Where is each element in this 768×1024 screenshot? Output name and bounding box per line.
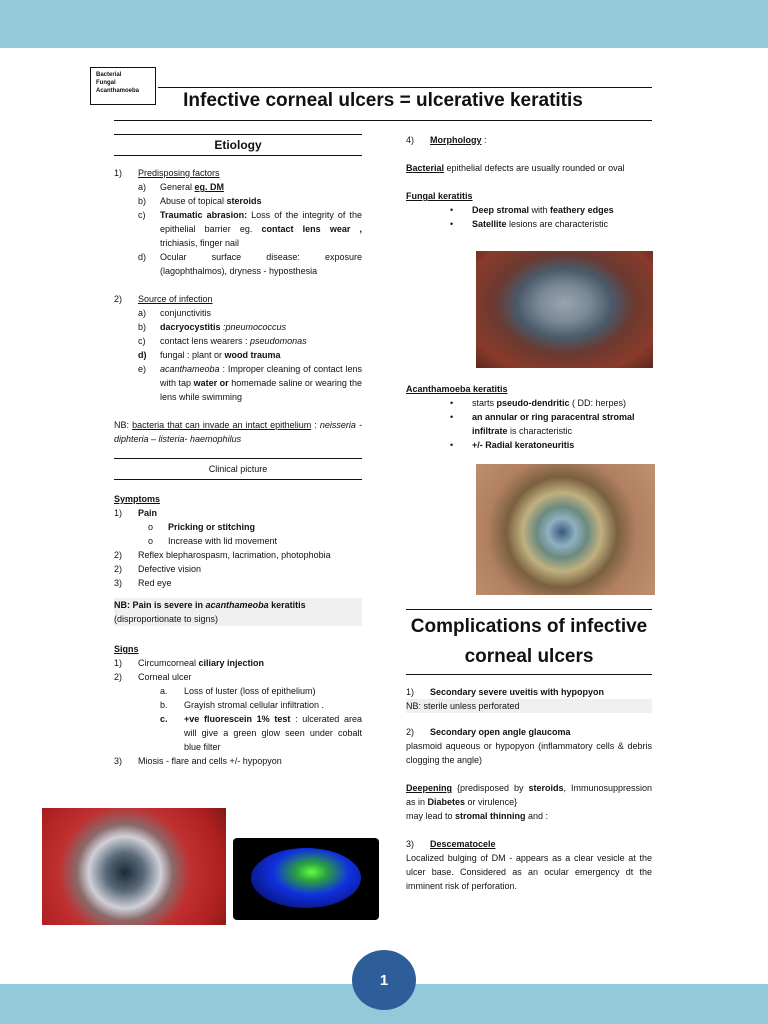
list-item: b) Abuse of topical steroids: [138, 196, 262, 206]
list-item: o Pricking or stitching: [148, 522, 256, 532]
predisposing-factors: 1) Predisposing factors: [114, 168, 220, 178]
list-item: • an annular or ring paracentral stromal infiltrate is characteristic: [450, 412, 635, 436]
list-item: b) dacryocystitis :pneumococcus: [138, 322, 287, 332]
fungal-title: Fungal keratitis: [406, 191, 473, 201]
list-item: o Increase with lid movement: [148, 536, 278, 546]
list-item: 1) Pain: [114, 508, 158, 518]
list-item: 3) Red eye: [114, 578, 172, 588]
title-rule-top: [158, 87, 652, 88]
source-of-infection: 2) Source of infection: [114, 294, 213, 304]
list-item: c) Traumatic abrasion: Loss of the integrity of the epithelial barrier eg. contact lens wear , trichiasis, finger nail: [138, 210, 363, 248]
etiology-heading: Etiology: [114, 134, 362, 156]
list-item: 1) Secondary severe uveitis with hypopyon: [406, 687, 605, 697]
bacterial-morphology: Bacterial epithelial defects are usually rounded or oval: [406, 163, 625, 173]
list-item: 1) Circumcorneal ciliary injection: [114, 658, 265, 668]
descematocele-text: Localized bulging of DM - appears as a clear vesicle at the ulcer base. Considered as an ocular emergency dt the imminent risk of perforation.: [406, 853, 652, 891]
page-title: Infective corneal ulcers = ulcerative keratitis: [183, 90, 583, 111]
list-item: • Deep stromal with feathery edges: [450, 205, 614, 215]
header-band: [0, 0, 768, 48]
corneal-ulcer-image: [42, 808, 226, 925]
deepening-text: Deepening {predisposed by steroids, Immunosuppression as in Diabetes or virulence}: [406, 783, 652, 807]
list-item: 2) Corneal ulcer: [114, 672, 192, 682]
glaucoma-text: plasmoid aqueous or hypopyon (inflammatory cells & debris clogging the angle): [406, 741, 652, 765]
page-number-badge: 1: [352, 950, 416, 1010]
list-item: • +/- Radial keratoneuritis: [450, 440, 575, 450]
list-item: 2) Defective vision: [114, 564, 202, 574]
sterile-note: NB: sterile unless perforated: [406, 699, 652, 713]
list-item: a) conjunctivitis: [138, 308, 212, 318]
complications-heading: Complications of infective corneal ulcers: [406, 609, 652, 675]
list-item: d) fungal : plant or wood trauma: [138, 350, 281, 360]
list-item: c. +ve fluorescein 1% test : ulcerated area will give a green glow seen under cobalt blue filter: [160, 714, 362, 752]
clinical-picture-heading: Clinical picture: [114, 458, 362, 480]
list-item: d) Ocular surface disease: exposure (lagophthalmos), dryness - hyposthesia: [138, 252, 362, 276]
list-item: e) acanthameoba : Improper cleaning of contact lens with tap water or homemade saline or wearing the lens while swimming: [138, 364, 362, 402]
legend-box: [90, 67, 156, 105]
fungal-keratitis-image: [476, 251, 653, 368]
signs-title: Signs: [114, 644, 139, 654]
list-item: 3) Descematocele: [406, 839, 496, 849]
list-item: 2) Secondary open angle glaucoma: [406, 727, 571, 737]
acanthamoeba-keratitis-image: [476, 464, 655, 595]
list-item: 2) Reflex blepharospasm, lacrimation, photophobia: [114, 550, 331, 560]
list-item: a. Loss of luster (loss of epithelium): [160, 686, 316, 696]
legend-item: Fungal: [96, 80, 116, 86]
list-item: a) General eg. DM: [138, 182, 225, 192]
list-item: 3) Miosis - flare and cells +/- hypopyon: [114, 756, 282, 766]
left-column: [114, 134, 362, 768]
right-column: [406, 133, 652, 891]
acanthamoeba-title: Acanthamoeba keratitis: [406, 384, 508, 394]
nb-note: NB: bacteria that can invade an intact epithelium : neisseria - diphteria – listeria- haemophilus: [114, 420, 362, 444]
title-rule-bottom: [114, 120, 652, 121]
list-item: • Satellite lesions are characteristic: [450, 219, 609, 229]
fluorescein-stain-image: [233, 838, 379, 920]
list-item: c) contact lens wearers : pseudomonas: [138, 336, 307, 346]
list-item: b. Grayish stromal cellular infiltration .: [160, 700, 325, 710]
deepening-line2: may lead to stromal thinning and :: [406, 811, 549, 821]
pain-note: NB: Pain is severe in acanthameoba keratitis (disproportionate to signs): [114, 598, 362, 626]
list-item: • starts pseudo-dendritic ( DD: herpes): [450, 398, 627, 408]
legend-item: Acanthamoeba: [96, 88, 140, 94]
symptoms-title: Symptoms: [114, 494, 161, 504]
morphology-title: 4) Morphology :: [406, 135, 487, 145]
legend-item: Bacterial: [96, 72, 122, 78]
